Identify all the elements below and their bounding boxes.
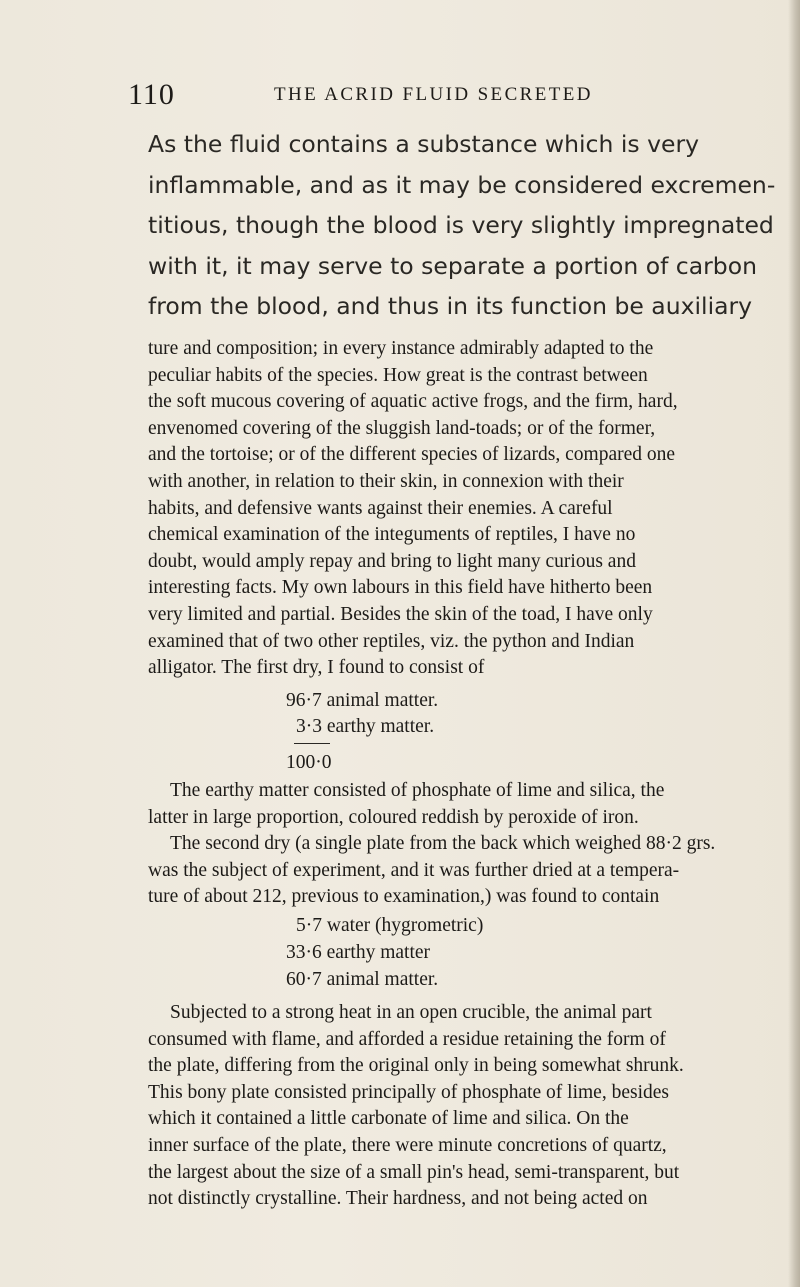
body-line: and the tortoise; or of the different species of lizards, compared one (148, 444, 676, 466)
body-line: very limited and partial. Besides the skin of the toad, I have only (148, 603, 653, 625)
composition-total: 100·0 (286, 752, 332, 773)
quote-line: As the fluid contains a substance which is very (148, 130, 700, 158)
running-head: THE ACRID FLUID SECRETED (274, 84, 593, 105)
body-line: envenomed covering of the sluggish land-toads; or of the former, (148, 417, 656, 439)
body-line: was the subject of experiment, and it was further dried at a tempera- (148, 859, 680, 881)
body-line: examined that of two other reptiles, viz. the python and Indian (148, 630, 635, 652)
body-line: chemical examination of the integuments of reptiles, I have no (148, 524, 636, 546)
body-line: This bony plate consisted principally of phosphate of lime, besides (148, 1081, 669, 1103)
body-line: interesting facts. My own labours in this field have hitherto been (148, 577, 653, 599)
quote-line: with it, it may serve to separate a portion of carbon (148, 251, 757, 280)
body-line: The earthy matter consisted of phosphate of lime and silica, the (170, 780, 665, 801)
body-line: ture of about 212, previous to examination,) was found to contain (148, 886, 660, 908)
body-line: with another, in relation to their skin, in connexion with their (148, 470, 624, 492)
overlaid-quote-text (148, 124, 776, 327)
composition-row: 60·7 animal matter. (286, 969, 439, 990)
body-line: peculiar habits of the species. How great is the contrast between (148, 364, 648, 386)
body-line: habits, and defensive wants against their enemies. A careful (148, 497, 613, 519)
page-header (128, 78, 768, 118)
composition-row: 3·3 earthy matter. (296, 716, 435, 737)
body-line: which it contained a little carbonate of lime and silica. On the (148, 1108, 629, 1130)
sum-rule (294, 743, 330, 744)
page-number: 110 (128, 78, 175, 111)
body-line: the soft mucous covering of aquatic active frogs, and the firm, hard, (148, 391, 678, 413)
body-line: the plate, differing from the original only in being somewhat shrunk. (148, 1055, 684, 1077)
body-line: Subjected to a strong heat in an open crucible, the animal part (170, 1002, 652, 1023)
paragraph-3 (148, 1000, 762, 1213)
paragraph-2 (148, 778, 762, 911)
body-line: alligator. The first dry, I found to consist of (148, 657, 485, 679)
composition-row: 33·6 earthy matter (286, 942, 431, 963)
quote-line: inflammable, and as it may be considered excremen- (148, 170, 776, 199)
paragraph-1 (148, 336, 762, 682)
body-line: latter in large proportion, coloured reddish by peroxide of iron. (148, 806, 639, 828)
quote-line: titious, though the blood is very slightly impregnated (148, 211, 774, 239)
body-line: The second dry (a single plate from the back which weighed 88·2 grs. (170, 833, 716, 855)
quote-line: from the blood, and thus in its function be auxiliary (148, 292, 753, 320)
body-line: ture and composition; in every instance admirably adapted to the (148, 338, 654, 359)
composition-row: 96·7 animal matter. (286, 690, 439, 711)
body-line: consumed with flame, and afforded a residue retaining the form of (148, 1028, 666, 1050)
page-edge-shadow (788, 0, 800, 1287)
body-line: not distinctly crystalline. Their hardness, and not being acted on (148, 1188, 648, 1210)
composition-row: 5·7 water (hygrometric) (296, 915, 484, 936)
body-line: inner surface of the plate, there were minute concretions of quartz, (148, 1134, 667, 1156)
body-line: the largest about the size of a small pin's head, semi-transparent, but (148, 1161, 680, 1183)
body-line: doubt, would amply repay and bring to light many curious and (148, 550, 636, 572)
